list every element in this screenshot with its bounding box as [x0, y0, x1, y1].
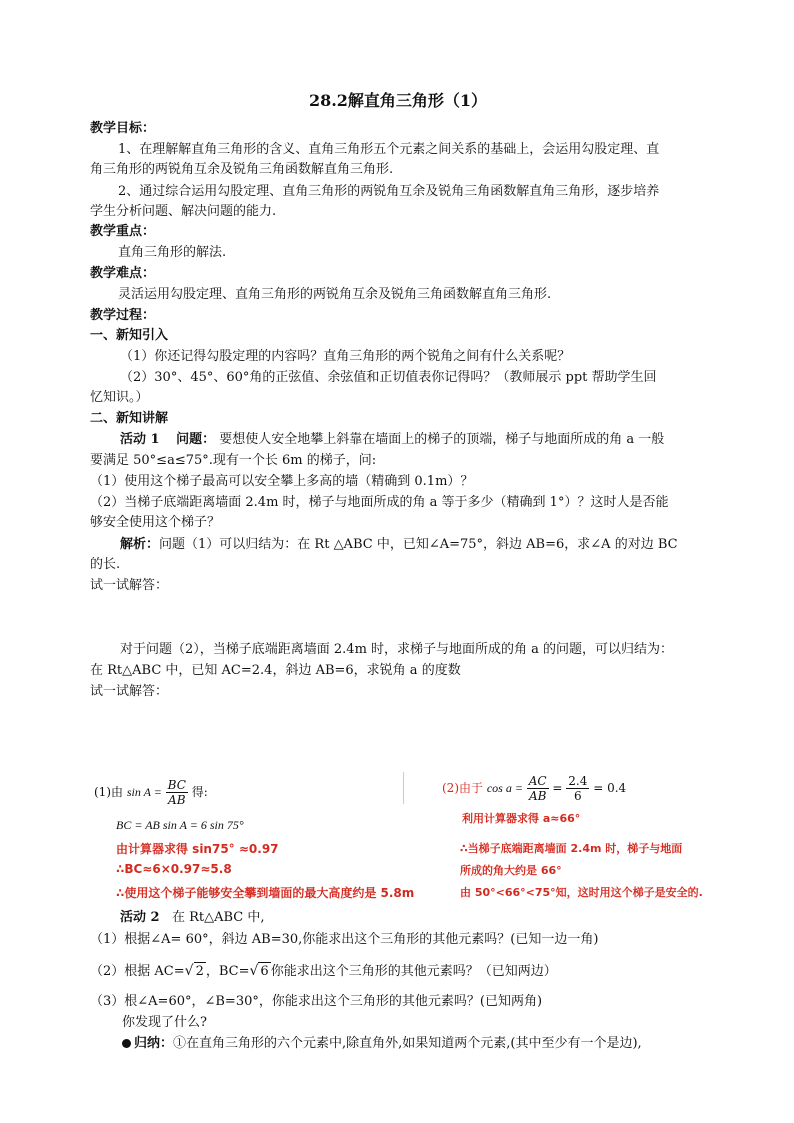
bullet-icon — [122, 1039, 131, 1048]
question2-analysis-line1: 对于问题（2），当梯子底端距离墙面 2.4m 时，求梯子与地面所成的角 a 的问题，可以归结为： — [120, 642, 674, 657]
summary-line — [122, 1035, 642, 1053]
activity1-problem-label: 问题： — [176, 432, 216, 447]
activity2-label: 活动 2 — [120, 910, 160, 925]
activity2-question2-mid: ，BC= — [205, 964, 250, 979]
analysis-label: 解析： — [120, 537, 160, 552]
activity2-sqrt2-value: 6 — [260, 964, 269, 979]
solution-right-conclusion2: 所成的角大约是 66° — [460, 864, 562, 877]
activity2-question3: （3）根∠A=60°，∠B=30°，你能求出这个三角形的其他元素吗？(已知两角) — [90, 994, 543, 1009]
activity1-line2: 要满足 50°≤a≤75°.现有一个长 6m 的梯子，问: — [90, 453, 377, 468]
summary-text: ①在直角三角形的六个元素中,除直角外,如果知道两个元素,(其中至少有一个是边), — [173, 1036, 642, 1051]
analysis-line1 — [120, 536, 678, 554]
solution-left-intro-text: (1)由 — [94, 785, 123, 799]
solution-left-numerator: BC — [167, 778, 186, 792]
solution-left-de: 得: — [191, 785, 208, 799]
sqrt-symbol-2: √ — [249, 963, 259, 979]
activity2-question1: （1）根据∠A= 60°，斜边 AB=30,你能求出这个三角形的其他元素吗？(已知一边一角) — [90, 932, 599, 947]
solution-right-calc: 利用计算器求得 a≈66° — [462, 812, 581, 825]
solution-right-intro: (2)由于 cos a = $\frac{AC}{AB}$ = $\frac{2.4}{6}$ = 0.4 — [442, 774, 627, 803]
solution-right-fraction2 — [566, 774, 589, 803]
activity2-question2 — [90, 962, 557, 981]
goal2-line1: 2、通过综合运用勾股定理、直角三角形的两锐角互余及锐角三角函数解直角三角形，逐步培养 — [118, 184, 660, 199]
try-answer-1: 试一试解答： — [90, 578, 169, 593]
solution-left-bc: ∴BC≈6×0.97≈5.8 — [116, 862, 232, 876]
solution-left-calc: 由计算器求得 sin75° ≈0.97 — [116, 842, 279, 856]
activity2-line — [120, 909, 265, 927]
intro-question-2-line1: （2）30°、45°、60°角的正弦值、余弦值和正切值表你记得吗？（教师展示 ppt 帮助学生回 — [120, 370, 657, 385]
intro-question-1: （1）你还记得勾股定理的内容吗？直角三角形的两个锐角之间有什么关系呢？ — [120, 349, 571, 364]
solution-right-cos: cos a = — [486, 781, 523, 795]
solution-divider — [403, 772, 404, 804]
goal1-line2: 角三角形的两锐角互余及锐角三角函数解直角三角形. — [90, 162, 394, 177]
solution-right-numerator2: 2.4 — [568, 774, 588, 788]
question2-analysis-line2: 在 Rt△ABC 中，已知 AC=2.4，斜边 AB=6，求锐角 a 的度数 — [90, 663, 461, 678]
solution-left-equation: BC = AB sin A = 6 sin 75° — [116, 818, 244, 832]
summary-label: 归纳： — [134, 1036, 174, 1051]
analysis-text: 问题（1）可以归结为：在 Rt △ABC 中，已知∠A=75°，斜边 AB=6，求∠A 的对边 BC — [159, 537, 678, 552]
part1-heading: 一、新知引入 — [90, 328, 169, 343]
activity2-text: 在 Rt△ABC 中, — [171, 910, 265, 925]
activity2-sqrt1-value: 2 — [195, 964, 204, 979]
solution-right-fraction1 — [527, 774, 549, 803]
solution-right-result: = 0.4 — [593, 781, 627, 795]
discover-text: 你发现了什么? — [122, 1015, 207, 1030]
goal2-line2: 学生分析问题、解决问题的能力. — [90, 204, 277, 219]
solution-left-denominator: AB — [168, 793, 186, 807]
difficulty-text: 灵活运用勾股定理、直角三角形的两锐角互余及锐角三角函数解直角三角形. — [118, 287, 552, 302]
solution-right-denominator1: AB — [528, 789, 547, 803]
solution-left-conclusion: ∴使用这个梯子能够安全攀到墙面的最大高度约是 5.8m — [116, 886, 415, 900]
solution-left-fraction — [166, 778, 188, 807]
activity1-line1 — [120, 431, 664, 449]
solution-right-conclusion1: ∴当梯子底端距离墙面 2.4m 时，梯子与地面 — [460, 842, 683, 855]
activity2-question2-post: 你能求出这个三角形的其他元素吗？（已知两边） — [270, 964, 557, 979]
key-text: 直角三角形的解法. — [118, 245, 227, 260]
solution-right-denominator2: 6 — [574, 789, 582, 803]
analysis-line2: 的长. — [90, 557, 121, 572]
goals-heading: 教学目标： — [90, 121, 156, 136]
solution-image — [90, 768, 706, 904]
activity2-question2-pre: （2）根据 AC= — [90, 964, 185, 979]
intro-question-2-line2: 忆知识。） — [90, 390, 149, 405]
solution-right-conclusion3: 由 50°<66°<75°知，这时用这个梯子是安全的. — [460, 886, 703, 899]
process-heading: 教学过程： — [90, 308, 156, 323]
sqrt-symbol-1: √ — [184, 963, 194, 979]
solution-left-sin: sin A = — [126, 785, 162, 799]
goal1-line1: 1、在理解解直角三角形的含义、直角三角形五个元素之间关系的基础上，会运用勾股定理、直 — [118, 142, 660, 157]
page-title: 28.2解直角三角形（1） — [308, 91, 488, 110]
activity1-question1: （1）使用这个梯子最高可以安全攀上多高的墙（精确到 0.1m）？ — [90, 474, 474, 489]
activity1-question2-line1: （2）当梯子底端距离墙面 2.4m 时，梯子与地面所成的角 a 等于多少（精确到 1°）？这时人是否能 — [90, 495, 669, 510]
activity1-text: 要想使人安全地攀上斜靠在墙面上的梯子的顶端，梯子与地面所成的角 a 一般 — [219, 432, 665, 447]
solution-right-numerator1: AC — [528, 774, 547, 788]
activity1-label: 活动 1 — [120, 432, 160, 447]
solution-right-intro-text: (2)由于 — [442, 781, 483, 795]
try-answer-2: 试一试解答： — [90, 684, 169, 699]
key-heading: 教学重点： — [90, 224, 156, 239]
solution-left-intro — [94, 778, 208, 807]
difficulty-heading: 教学难点： — [90, 266, 156, 281]
part2-heading: 二、新知讲解 — [90, 411, 169, 426]
activity1-question2-line2: 够安全使用这个梯子？ — [90, 515, 221, 530]
